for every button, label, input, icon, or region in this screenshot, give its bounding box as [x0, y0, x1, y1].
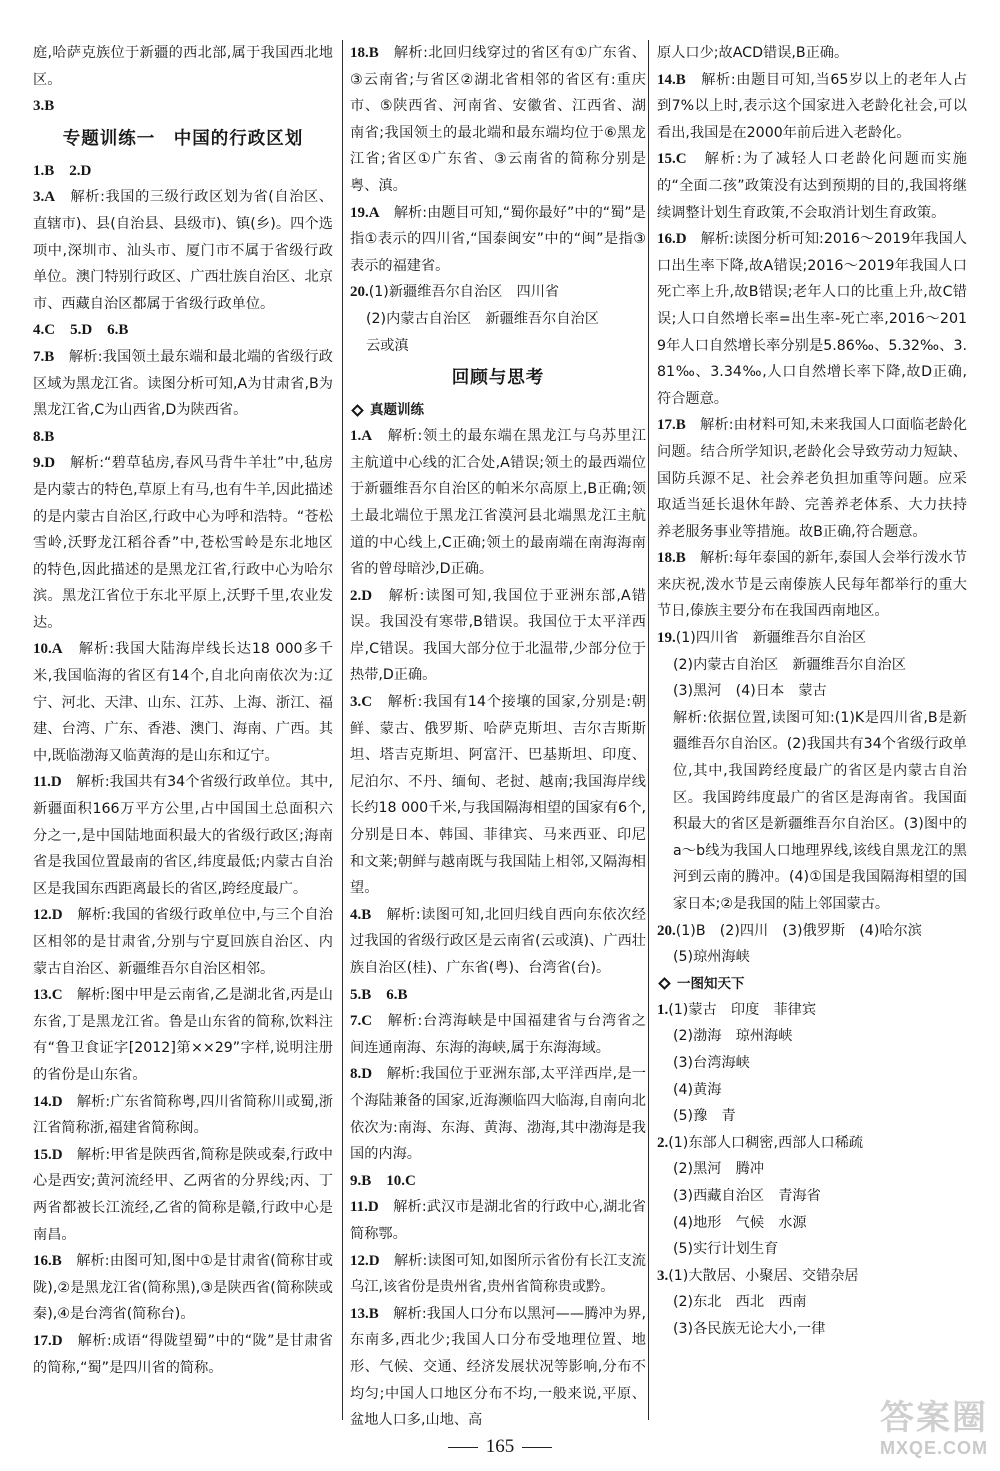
- watermark-logo-text: 答案圈: [880, 1399, 988, 1437]
- answer-body: (5)实行计划生育: [673, 1241, 779, 1258]
- answer-item: [657, 545, 967, 625]
- answer-item: [350, 982, 646, 1009]
- answer-body: 解析:我国领土最东端和最北端的省级行政区域为黑龙江省。读图分析可知,A为甘肃省,B为黑龙江省,C为山西省,D为陕西省。: [33, 348, 333, 419]
- answer-body: 解析:领土的最东端在黑龙江与乌苏里江主航道中心线的汇合处,A错误;领土的最西端位于新疆维吾尔自治区的帕米尔高原上,B正确;领土最北端位于黑龙江省漠河县北端黑龙江主航道的中心线上,C正确;领土的最南端在南海海南省的曾母暗沙,D正确。: [350, 428, 646, 578]
- question-number: 3.A: [33, 189, 56, 206]
- answer-body: 解析:我国位于亚洲东部,太平洋西岸,是一个海陆兼备的国家,近海濒临四大临海,自南向北依次为:南海、东海、黄海、渤海,其中渤海是我国的内海。: [350, 1066, 646, 1163]
- question-number: 13.B: [350, 1305, 379, 1322]
- answer-body: 解析:北回归线穿过的省区有①广东省、③云南省;与省区②湖北省相邻的省区有:重庆市、⑤陕西省、河南省、安徽省、江西省、湖南省;我国领土的最北端和最东端均位于⑥黑龙江省;省区①广东省、③云南省的简称分别是粤、滇。: [350, 45, 646, 194]
- question-number: 12.D: [33, 907, 63, 924]
- column-divider: [342, 40, 343, 1420]
- answer-item: [33, 344, 333, 424]
- answer-item: [33, 317, 333, 344]
- question-number: 3.B: [33, 98, 55, 115]
- answer-body: 解析:读图可知,如图所示省份有长江支流乌江,该省份是贵州省,贵州省简称贵或黔。: [350, 1252, 646, 1296]
- answer-body: 原人口少;故ACD错误,B正确。: [657, 45, 849, 61]
- answer-item: [33, 902, 333, 982]
- question-number: 11.D: [350, 1199, 379, 1216]
- question-number: 16.D: [657, 231, 687, 248]
- answer-item: [33, 93, 333, 120]
- answer-item: [350, 689, 646, 902]
- answer-item: [350, 902, 646, 982]
- question-number: 16.B: [33, 1253, 62, 1270]
- subsection-heading-text: 真题训练: [370, 402, 424, 419]
- watermark-logo: [808, 1398, 988, 1466]
- section-title: 回顾与思考: [451, 368, 545, 389]
- question-number: 12.D: [350, 1252, 380, 1269]
- answer-body: 庭,哈萨克族位于新疆的西北部,属于我国西北地区。: [33, 45, 333, 88]
- answer-body: (1)B (2)四川 (3)俄罗斯 (4)哈尔滨: [675, 922, 922, 939]
- answer-text: [657, 944, 967, 971]
- question-number: 8.D: [350, 1066, 373, 1083]
- answer-text: [657, 1289, 967, 1316]
- answer-item: [33, 1089, 333, 1142]
- answer-item: [350, 279, 646, 306]
- answer-item: [350, 1194, 646, 1247]
- answer-body: 解析:图中甲是云南省,乙是湖北省,丙是山东省,丁是黑龙江省。鲁是山东省的简称,饮料注有“鲁卫食证字[2012]第××29”字样,说明注册的省份是山东省。: [33, 987, 333, 1083]
- answer-item: [33, 1248, 333, 1328]
- page-number-text: 165: [485, 1436, 515, 1457]
- answer-body: 解析:由图可知,图中①是甘肃省(简称甘或陇),②是黑龙江省(简称黑),③是陕西省(简称陕或秦),④是台湾省(简称台)。: [33, 1253, 333, 1323]
- answer-item: [33, 769, 333, 902]
- question-number: 18.B: [657, 550, 686, 567]
- answer-body: 解析:我国人口分布以黑河——腾冲为界,东南多,西北少;我国人口分布受地理位置、地形、气候、交通、经济发展状况等影响,分布不均匀;中国人口地区分布不均,一般来说,平原、盆地人口多,山地、高: [350, 1305, 646, 1429]
- question-number: 14.B: [657, 71, 686, 88]
- question-number: 17.B: [657, 417, 686, 434]
- answer-body: 解析:我国有14个接壤的国家,分别是:朝鲜、蒙古、俄罗斯、哈萨克斯坦、吉尔吉斯斯坦、塔吉克斯坦、阿富汗、巴基斯坦、印度、尼泊尔、不丹、缅甸、老挝、越南;我国海岸线长约18 000千米,与我国隔海相望的国家有6个,分别是日本、韩国、菲律宾、马来西亚、印尼和文莱;朝鲜与越南既与我国陆上相邻,又隔海相望。: [350, 694, 646, 897]
- answer-body: (3)台湾海峡: [673, 1054, 750, 1071]
- answer-item: [350, 423, 646, 583]
- answer-body: (1)新疆维吾尔自治区 四川省: [368, 284, 560, 301]
- question-number: 2.D: [350, 587, 373, 604]
- answer-text: [657, 1156, 967, 1183]
- answer-body: 解析:广东省简称粤,四川省简称川或蜀,浙江省简称浙,福建省简称闽。: [33, 1093, 333, 1137]
- answer-body: (2)渤海 琼州海峡: [673, 1028, 793, 1045]
- answer-item: [657, 226, 967, 412]
- answer-text: [657, 1077, 967, 1104]
- question-number: 7.C: [350, 1013, 373, 1030]
- answer-item: [33, 1328, 333, 1381]
- diamond-icon: [351, 404, 364, 417]
- question-number: 9.B 10.C: [350, 1172, 416, 1189]
- answer-body: 解析:“碧草毡房,春风马背牛羊壮”中,毡房是内蒙古的特色,草原上有马,也有牛羊,因此描述的是内蒙古自治区,行政中心为呼和浩特。“苍松雪岭,沃野龙江稻谷香”中,苍松雪岭是东北地区的特色,因此描述的是黑龙江省,行政中心为哈尔滨。黑龙江省位于东北平原上,沃野千里,农业发达。: [33, 455, 333, 631]
- answer-text: [657, 1050, 967, 1077]
- answer-item: [657, 412, 967, 545]
- question-number: 4.C 5.D 6.B: [33, 322, 129, 339]
- subsection-heading: [657, 971, 967, 997]
- answer-item: [657, 918, 967, 945]
- answer-body: (3)黑河 (4)日本 蒙古: [673, 683, 827, 700]
- question-number: 10.A: [33, 641, 63, 658]
- answer-item: [33, 982, 333, 1088]
- column-right: [657, 40, 967, 1343]
- answer-text: [657, 1183, 967, 1210]
- answer-body: (5)豫 青: [673, 1108, 736, 1125]
- question-number: 20.: [657, 922, 676, 939]
- question-number: 15.D: [33, 1146, 63, 1163]
- question-number: 18.B: [350, 45, 379, 61]
- answer-item: [350, 583, 646, 689]
- answer-item: [657, 146, 967, 226]
- answer-body: 解析:依据位置,读图可知:(1)K是四川省,B是新疆维吾尔自治区。(2)我国共有34个省级行政单位,其中,我国跨经度最广的省区是内蒙古自治区。我国跨纬度最广的省区是海南省。我国面积最大的省区是新疆维吾尔自治区。(3)图中的a～b线为我国人口地理界线,该线自黑龙江的黑河到云南的腾冲。(4)①国是我国隔海相望的国家日本;②是我国的陆上邻国蒙古。: [673, 709, 967, 912]
- question-number: 19.: [657, 630, 676, 647]
- answer-text: [657, 1210, 967, 1237]
- answer-body: (4)黄海: [673, 1081, 722, 1098]
- answer-body: 解析:台湾海峡是中国福建省与台湾省之间连通南海、东海的海峡,属于东海海域。: [350, 1013, 646, 1056]
- answer-item: [657, 997, 967, 1024]
- answer-body: 解析:我国的省级行政单位中,与三个自治区相邻的是甘肃省,分别与宁夏回族自治区、内蒙古自治区、新疆维吾尔自治区相邻。: [33, 907, 333, 977]
- answer-body: 解析:每年泰国的新年,泰国人会举行泼水节来庆祝,泼水节是云南傣族人民每年都举行的重大节日,傣族主要分布在我国西南地区。: [657, 550, 967, 620]
- answer-body: (1)蒙古 印度 菲律宾: [668, 1001, 817, 1018]
- question-number: 13.C: [33, 987, 63, 1004]
- answer-body: (2)东北 西北 西南: [673, 1294, 807, 1311]
- column-middle: [350, 40, 646, 1434]
- answer-item: [33, 636, 333, 769]
- answer-body: 解析:由材料可知,未来我国人口面临老龄化问题。结合所学知识,老龄化会导致劳动力短缺、国防兵源不足、社会养老负担加重等问题。应采取适当延长退休年龄、完善养老体系、大力扶持养老服务事业等措施。故B正确,符合题意。: [657, 417, 967, 540]
- answer-text: [350, 306, 646, 333]
- answer-body: (1)四川省 新疆维吾尔自治区: [675, 630, 867, 647]
- answer-body: 云或滇: [366, 337, 409, 354]
- answer-body: 解析:我国共有34个省级行政单位。其中,新疆面积166万平方公里,占中国国土总面积六分之一,是中国陆地面积最大的省级行政区;海南省是我国位置最南的省区,纬度最低;内蒙古自治区是我国东西距离最长的省区,跨经度最广。: [33, 774, 333, 897]
- question-number: 1.: [657, 1001, 669, 1018]
- page-number: [430, 1436, 570, 1458]
- question-number: 3.: [657, 1267, 669, 1284]
- answer-item: [350, 1301, 646, 1434]
- answer-body: (3)各民族无论大小,一律: [673, 1320, 826, 1337]
- question-number: 7.B: [33, 348, 55, 365]
- answer-text: [657, 652, 967, 679]
- answer-body: (5)琼州海峡: [673, 949, 750, 966]
- question-number: 11.D: [33, 774, 62, 791]
- answer-text: [657, 40, 967, 67]
- answer-item: [350, 1061, 646, 1167]
- section-title: 专题训练一 中国的行政区划: [62, 128, 304, 149]
- answer-body: (2)黑河 腾冲: [673, 1161, 765, 1178]
- answer-text: [657, 705, 967, 918]
- answer-body: 解析:由题目可知,当65岁以上的老年人占到7%以上时,表示这个国家进入老龄化社会,可以看出,我国是在2000年前后进入老龄化。: [657, 71, 967, 141]
- answer-item: [350, 1008, 646, 1061]
- watermark-url: MXQE.COM: [879, 1438, 988, 1458]
- question-number: 5.B 6.B: [350, 986, 408, 1003]
- subsection-heading: [350, 397, 646, 423]
- answer-body: (1)大散居、小聚居、交错杂居: [668, 1267, 859, 1284]
- answer-text: [657, 1236, 967, 1263]
- question-number: 15.C: [657, 151, 687, 168]
- answer-body: 解析:武汉市是湖北省的行政中心,湖北省简称鄂。: [350, 1199, 646, 1242]
- answer-item: [350, 200, 646, 280]
- answer-text: [657, 678, 967, 705]
- answer-item: [657, 625, 967, 652]
- answer-text: [33, 40, 333, 93]
- answer-item: [33, 450, 333, 636]
- question-number: 3.C: [350, 694, 373, 711]
- question-number: 20.: [350, 284, 369, 301]
- answer-item: [33, 158, 333, 185]
- answer-body: 解析:由题目可知,“蜀你最好”中的“蜀”是指①表示的四川省,“国泰闽安”中的“闽”是指③表示的福建省。: [350, 204, 646, 274]
- question-number: 1.A: [350, 428, 373, 445]
- diamond-icon: [658, 977, 671, 990]
- answer-body: 解析:读图可知,北回归线自西向东依次经过我国的省级行政区是云南省(云或滇)、广西壮族自治区(桂)、广东省(粤)、台湾省(台)。: [350, 906, 646, 976]
- answer-item: [350, 1168, 646, 1195]
- column-left: [33, 40, 333, 1381]
- subsection-heading-text: 一图知天下: [677, 975, 745, 992]
- column-divider: [648, 40, 649, 1420]
- answer-item: [350, 1248, 646, 1301]
- answer-item: [350, 40, 646, 200]
- answer-text: [657, 1103, 967, 1130]
- answer-text: [350, 333, 646, 360]
- answer-text: [657, 1023, 967, 1050]
- answer-body: (2)内蒙古自治区 新疆维吾尔自治区: [673, 656, 906, 673]
- answer-item: [657, 1130, 967, 1157]
- answer-item: [657, 67, 967, 147]
- question-number: 19.A: [350, 204, 380, 221]
- question-number: 17.D: [33, 1332, 63, 1349]
- question-number: 9.D: [33, 455, 56, 472]
- question-number: 1.B 2.D: [33, 162, 92, 179]
- answer-body: 解析:我国大陆海岸线长达18 000多千米,我国临海的省区有14个,自北向南依次为:辽宁、河北、天津、山东、江苏、上海、浙江、福建、台湾、广东、香港、澳门、海南、广西。其中,既临渤海又临黄海的是山东和辽宁。: [33, 641, 333, 764]
- question-number: 8.B: [33, 428, 55, 445]
- answer-body: 解析:我国的三级行政区划为省(自治区、直辖市)、县(自治县、县级市)、镇(乡)。四个选项中,深圳市、汕头市、厦门市不属于省级行政单位。澳门特别行政区、广西壮族自治区、北京市、西藏自治区都属于省级行政单位。: [33, 189, 333, 312]
- answer-body: 解析:读图可知,我国位于亚洲东部,A错误。我国没有寒带,B错误。我国位于太平洋西岸,C错误。我国大部分位于北温带,少部分位于热带,D正确。: [350, 587, 646, 684]
- answer-item: [33, 184, 333, 317]
- answer-body: 解析:为了减轻人口老龄化问题而实施的“全面二孩”政策没有达到预期的目的,我国将继续调整计划生育政策,不会取消计划生育政策。: [657, 151, 967, 221]
- answer-body: (1)东部人口稠密,西部人口稀疏: [668, 1134, 864, 1151]
- answer-body: (3)西藏自治区 青海省: [673, 1187, 821, 1204]
- answer-body: (2)内蒙古自治区 新疆维吾尔自治区: [366, 310, 599, 327]
- answer-body: (4)地形 气候 水源: [673, 1214, 807, 1231]
- answer-item: [657, 1263, 967, 1290]
- answer-body: 解析:读图分析可知:2016～2019年我国人口出生率下降,故A错误;2016～2019年我国人口死亡率上升,故B错误;老年人口的比重上升,故C错误;人口自然增长率=出生率-死亡率,2016～2019年人口自然增长率分别是5.86‰、5.32‰、3.81‰、3.34‰,人口自然增长率下降,故D正确,符合题意。: [657, 231, 967, 407]
- question-number: 14.D: [33, 1093, 63, 1110]
- answer-text: [657, 1316, 967, 1343]
- answer-body: 解析:成语“得陇望蜀”中的“陇”是甘肃省的简称,“蜀”是四川省的简称。: [33, 1332, 333, 1376]
- answer-body: 解析:甲省是陕西省,简称是陕或秦,行政中心是西安;黄河流经甲、乙两省的分界线;丙、丁两省都被长江流经,乙省的简称是赣,行政中心是南昌。: [33, 1146, 333, 1243]
- answer-item: [33, 1142, 333, 1248]
- question-number: 4.B: [350, 906, 372, 923]
- question-number: 2.: [657, 1134, 669, 1151]
- answer-item: [33, 424, 333, 451]
